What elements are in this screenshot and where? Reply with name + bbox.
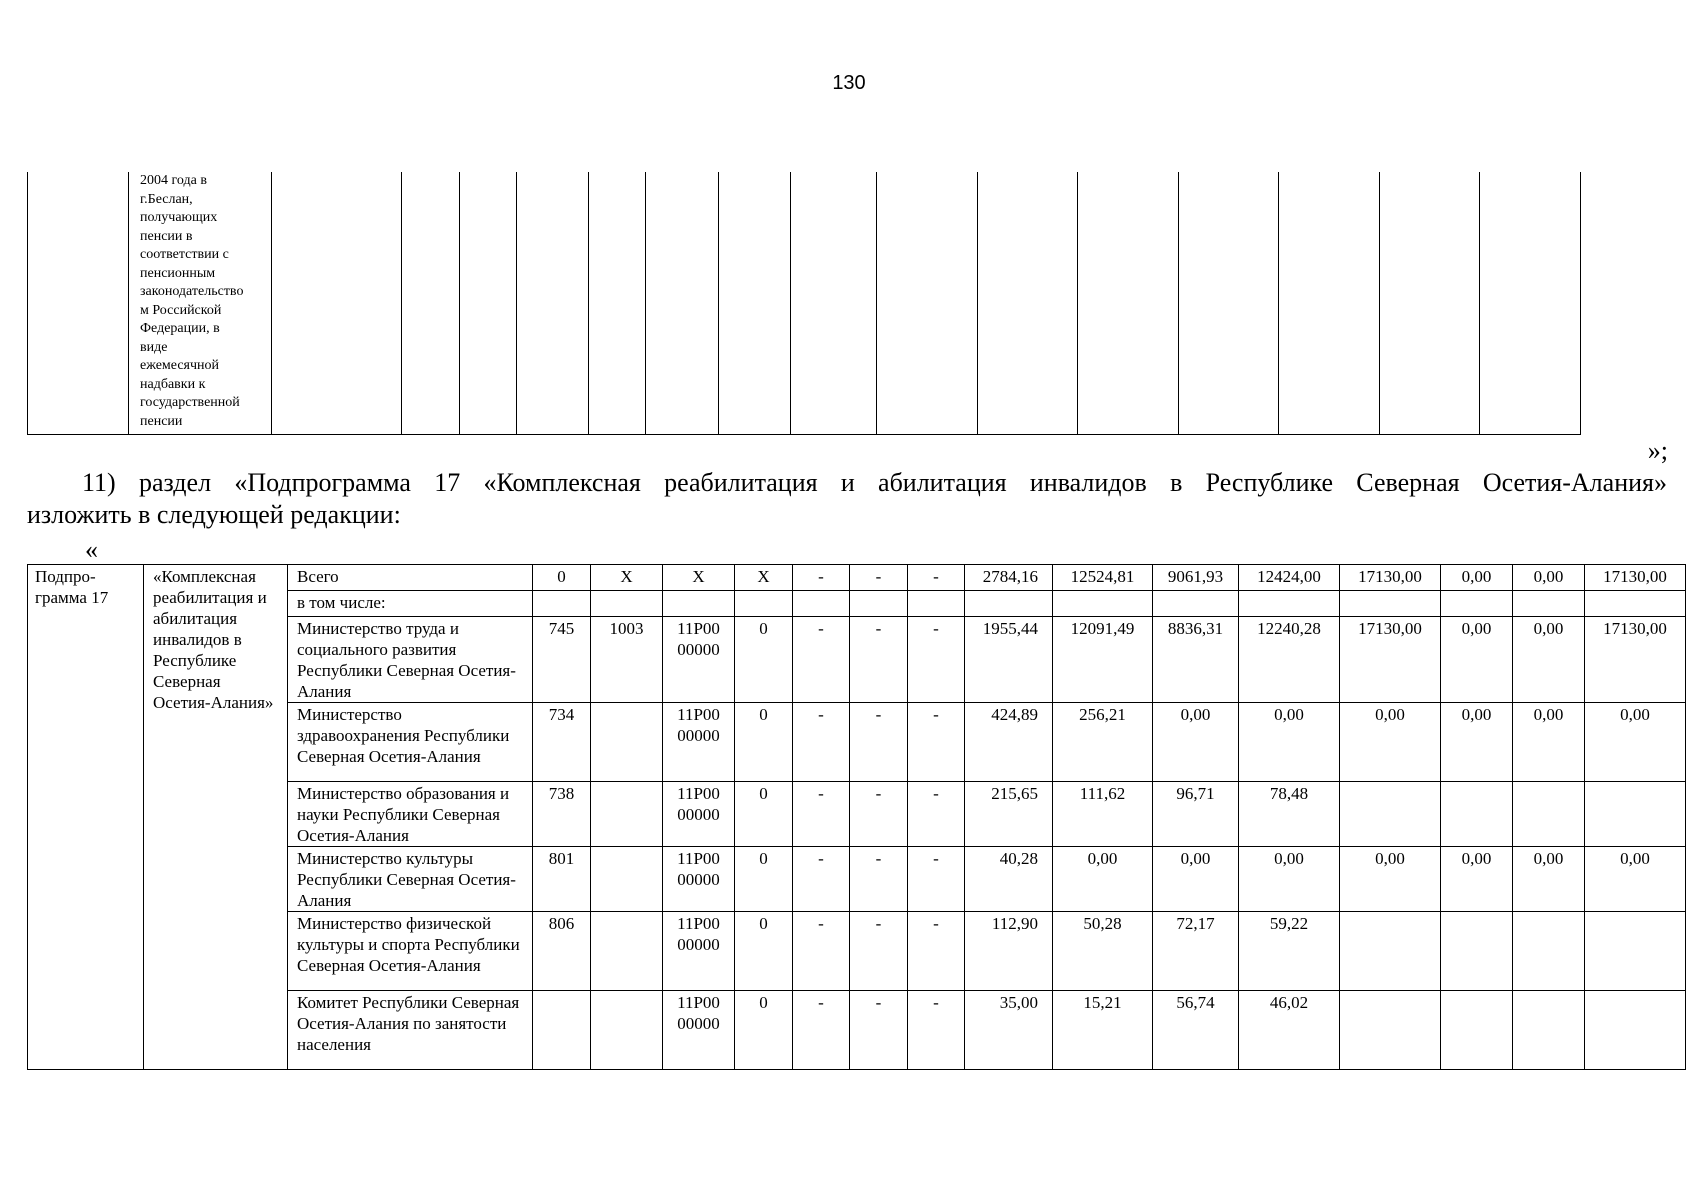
value-5: 0,00	[1340, 703, 1441, 782]
expense-type: X	[735, 565, 793, 591]
executor-name: Министерство образования и науки Республики Северная Осетия-Алания	[288, 782, 533, 847]
value-3: 56,74	[1153, 991, 1239, 1070]
col-c: -	[908, 782, 965, 847]
fragment-text-line: Федерации, в	[140, 321, 220, 336]
col-b: -	[850, 991, 908, 1070]
fragment-cell	[646, 172, 719, 435]
value-7	[1513, 912, 1585, 991]
value-8	[1585, 991, 1686, 1070]
col-a	[793, 591, 850, 617]
value-5	[1340, 991, 1441, 1070]
value-4: 46,02	[1239, 991, 1340, 1070]
value-7: 0,00	[1513, 703, 1585, 782]
col-b: -	[850, 617, 908, 703]
col-a: -	[793, 991, 850, 1070]
value-5: 17130,00	[1340, 565, 1441, 591]
value-1: 112,90	[965, 912, 1053, 991]
target-article: 11Р00 00000	[663, 617, 735, 703]
value-7: 0,00	[1513, 847, 1585, 912]
value-1	[965, 591, 1053, 617]
section-code: X	[591, 565, 663, 591]
program-name: «Комплексная реабилитация и абилитация инвалидов в Республике Северная Осетия-Алания»	[144, 565, 288, 1070]
fragment-cell	[589, 172, 646, 435]
col-c: -	[908, 617, 965, 703]
value-2: 15,21	[1053, 991, 1153, 1070]
value-8: 0,00	[1585, 703, 1686, 782]
fragment-cell	[1179, 172, 1279, 435]
fragment-text-line: виде	[140, 339, 168, 355]
value-2: 12524,81	[1053, 565, 1153, 591]
page-number: 130	[832, 72, 866, 94]
executor-name: Всего	[288, 565, 533, 591]
executor-name: Министерство здравоохранения Республики Северная Осетия-Алания	[288, 703, 533, 782]
opening-quote: «	[85, 535, 98, 564]
col-b: -	[850, 912, 908, 991]
fragment-text-cell	[129, 172, 272, 435]
section-code	[591, 782, 663, 847]
value-1: 40,28	[965, 847, 1053, 912]
section-code	[591, 703, 663, 782]
value-2: 50,28	[1053, 912, 1153, 991]
fragment-text-line: ежемесячной	[140, 358, 220, 373]
fragment-text-line: получающих	[140, 210, 218, 225]
col-a: -	[793, 912, 850, 991]
value-1: 215,65	[965, 782, 1053, 847]
target-article: X	[663, 565, 735, 591]
target-article: 11Р00 00000	[663, 991, 735, 1070]
value-3: 0,00	[1153, 703, 1239, 782]
col-b: -	[850, 703, 908, 782]
executor-name: Министерство труда и социального развития Республики Северная Осетия-Алания	[288, 617, 533, 703]
value-7	[1513, 991, 1585, 1070]
value-7: 0,00	[1513, 565, 1585, 591]
program-code: Подпро-грамма 17	[28, 565, 144, 1070]
value-1: 1955,44	[965, 617, 1053, 703]
col-c: -	[908, 912, 965, 991]
fragment-cell	[978, 172, 1078, 435]
fragment-cell	[28, 172, 129, 435]
value-3: 8836,31	[1153, 617, 1239, 703]
col-c: -	[908, 565, 965, 591]
fragment-cell	[791, 172, 877, 435]
col-a: -	[793, 617, 850, 703]
col-c	[908, 591, 965, 617]
value-6: 0,00	[1441, 847, 1513, 912]
value-3: 0,00	[1153, 847, 1239, 912]
fragment-text-line: пенсионным	[140, 265, 216, 281]
fragment-text-line: г.Беслан,	[140, 191, 193, 207]
target-article: 11Р00 00000	[663, 847, 735, 912]
value-6: 0,00	[1441, 617, 1513, 703]
section-code	[591, 847, 663, 912]
col-a: -	[793, 703, 850, 782]
value-8: 17130,00	[1585, 617, 1686, 703]
col-b	[850, 591, 908, 617]
value-3	[1153, 591, 1239, 617]
fragment-text-line: государственной	[140, 395, 240, 410]
grbs-code: 738	[533, 782, 591, 847]
value-4: 59,22	[1239, 912, 1340, 991]
value-1: 35,00	[965, 991, 1053, 1070]
col-a: -	[793, 847, 850, 912]
fragment-text-line: законодательство	[140, 284, 244, 299]
fragment-cell	[272, 172, 402, 435]
value-8	[1585, 591, 1686, 617]
value-2: 12091,49	[1053, 617, 1153, 703]
value-7	[1513, 782, 1585, 847]
value-2: 0,00	[1053, 847, 1153, 912]
fragment-text-line: пенсии в	[140, 228, 193, 244]
grbs-code: 745	[533, 617, 591, 703]
col-c: -	[908, 703, 965, 782]
fragment-cell	[1078, 172, 1179, 435]
value-6: 0,00	[1441, 565, 1513, 591]
grbs-code: 801	[533, 847, 591, 912]
value-7: 0,00	[1513, 617, 1585, 703]
col-b: -	[850, 565, 908, 591]
executor-name: в том числе:	[288, 591, 533, 617]
value-2: 111,62	[1053, 782, 1153, 847]
section-code: 1003	[591, 617, 663, 703]
value-5	[1340, 591, 1441, 617]
value-4: 0,00	[1239, 847, 1340, 912]
value-4	[1239, 591, 1340, 617]
value-5: 0,00	[1340, 847, 1441, 912]
expense-type: 0	[735, 991, 793, 1070]
value-5	[1340, 912, 1441, 991]
value-5	[1340, 782, 1441, 847]
value-7	[1513, 591, 1585, 617]
fragment-text	[129, 172, 271, 434]
table-row	[28, 565, 1686, 591]
fragment-cell	[1480, 172, 1581, 435]
subprogram-table	[27, 564, 1686, 1070]
expense-type	[735, 591, 793, 617]
value-1: 2784,16	[965, 565, 1053, 591]
fragment-text-line: м Российской	[140, 302, 222, 318]
fragment-text-line: соответствии с	[140, 247, 229, 262]
fragment-cell	[460, 172, 517, 435]
value-6: 0,00	[1441, 703, 1513, 782]
value-4: 12240,28	[1239, 617, 1340, 703]
value-6	[1441, 912, 1513, 991]
expense-type: 0	[735, 703, 793, 782]
grbs-code	[533, 991, 591, 1070]
col-c: -	[908, 847, 965, 912]
fragment-table	[27, 172, 1581, 435]
fragment-cell	[402, 172, 460, 435]
value-6	[1441, 991, 1513, 1070]
closing-quote: »;	[1647, 436, 1668, 465]
col-a: -	[793, 565, 850, 591]
expense-type: 0	[735, 782, 793, 847]
value-8: 17130,00	[1585, 565, 1686, 591]
value-8	[1585, 912, 1686, 991]
col-b: -	[850, 782, 908, 847]
value-4: 78,48	[1239, 782, 1340, 847]
target-article: 11Р00 00000	[663, 912, 735, 991]
amendment-paragraph-continuation: изложить в следующей редакции:	[27, 500, 401, 529]
expense-type: 0	[735, 912, 793, 991]
grbs-code	[533, 591, 591, 617]
grbs-code: 734	[533, 703, 591, 782]
value-1: 424,89	[965, 703, 1053, 782]
executor-name: Министерство культуры Республики Северная Осетия-Алания	[288, 847, 533, 912]
value-4: 12424,00	[1239, 565, 1340, 591]
value-3: 96,71	[1153, 782, 1239, 847]
section-code	[591, 912, 663, 991]
value-6	[1441, 591, 1513, 617]
fragment-cell	[517, 172, 589, 435]
value-5: 17130,00	[1340, 617, 1441, 703]
target-article: 11Р00 00000	[663, 703, 735, 782]
target-article	[663, 591, 735, 617]
col-c: -	[908, 991, 965, 1070]
executor-name: Министерство физической культуры и спорта Республики Северная Осетия-Алания	[288, 912, 533, 991]
value-8	[1585, 782, 1686, 847]
target-article: 11Р00 00000	[663, 782, 735, 847]
value-8: 0,00	[1585, 847, 1686, 912]
fragment-text-line: надбавки к	[140, 376, 206, 392]
col-a: -	[793, 782, 850, 847]
amendment-paragraph: 11) раздел «Подпрограмма 17 «Комплексная реабилитация и абилитация инвалидов в Республике Северная Осетия-Алания»	[82, 468, 1667, 497]
section-code	[591, 991, 663, 1070]
expense-type: 0	[735, 617, 793, 703]
value-2: 256,21	[1053, 703, 1153, 782]
section-code	[591, 591, 663, 617]
value-4: 0,00	[1239, 703, 1340, 782]
fragment-cell	[877, 172, 978, 435]
grbs-code: 806	[533, 912, 591, 991]
fragment-cell	[1279, 172, 1380, 435]
expense-type: 0	[735, 847, 793, 912]
value-6	[1441, 782, 1513, 847]
value-3: 72,17	[1153, 912, 1239, 991]
fragment-cell	[1380, 172, 1480, 435]
fragment-text-line: пенсии	[140, 413, 183, 429]
value-2	[1053, 591, 1153, 617]
grbs-code: 0	[533, 565, 591, 591]
fragment-text-line: 2004 года в	[140, 173, 207, 188]
fragment-cell	[719, 172, 791, 435]
col-b: -	[850, 847, 908, 912]
value-3: 9061,93	[1153, 565, 1239, 591]
fragment-row	[28, 172, 1581, 435]
executor-name: Комитет Республики Северная Осетия-Алания по занятости населения	[288, 991, 533, 1070]
